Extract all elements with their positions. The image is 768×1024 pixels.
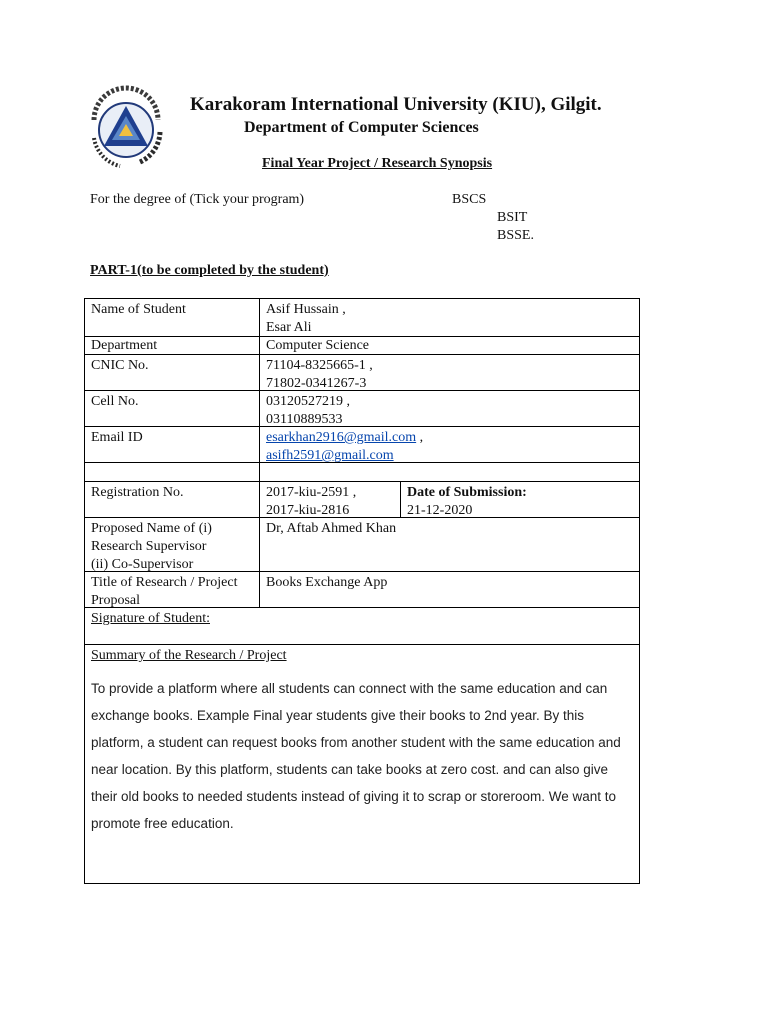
table-row-empty [85, 463, 639, 482]
table-row [85, 355, 639, 391]
table-row [85, 518, 639, 572]
table-row [85, 427, 639, 463]
summary-text: To provide a platform where all students can connect with the same education and can exchange books. Example Final year students give their books to 2nd year. By this platform, a student can request books from another student with the same education and near location. By this platform, students can take books at zero cost. and can also give their old books to needed students instead of giving it to scrap or storeroom. We want to promote free education. [91, 681, 621, 831]
empty-cell [85, 463, 260, 481]
cnic-value-1: 71104-8325665-1 , [266, 358, 373, 373]
name-value-1: Asif Hussain , [266, 302, 346, 317]
department-title: Department of Computer Sciences [244, 119, 479, 136]
program-bscs: BSCS [452, 192, 487, 207]
registration-value-2: 2017-kiu-2816 [266, 503, 350, 518]
table-row [85, 337, 639, 355]
supervisor-label [85, 518, 260, 571]
submission-label: Date of Submission: [407, 485, 527, 500]
table-row [85, 299, 639, 337]
cnic-label: CNIC No. [85, 355, 260, 390]
name-value-2: Esar Ali [266, 320, 312, 335]
registration-value [260, 482, 401, 517]
table-row [85, 572, 639, 608]
kiu-crest-icon [80, 80, 172, 172]
email-separator: , [416, 430, 424, 445]
program-bsse: BSSE. [497, 228, 534, 243]
student-form-table [84, 298, 640, 884]
submission-cell [401, 482, 639, 517]
department-label: Department [85, 337, 260, 354]
email-link-1[interactable]: esarkhan2916@gmail.com [266, 430, 417, 445]
name-label: Name of Student [85, 299, 260, 336]
supervisor-value: Dr, Aftab Ahmed Khan [266, 521, 397, 536]
document-title: Final Year Project / Research Synopsis [262, 156, 493, 171]
cnic-value [260, 355, 639, 390]
supervisor-label-3: (ii) Co-Supervisor [91, 557, 194, 572]
cell-value [260, 391, 639, 426]
cnic-value-2: 71802-0341267-3 [266, 376, 367, 391]
name-value [260, 299, 639, 336]
degree-label: For the degree of (Tick your program) [90, 192, 305, 207]
email-label: Email ID [85, 427, 260, 462]
email-value [260, 427, 639, 462]
title-value: Books Exchange App [266, 575, 388, 590]
email-link-2[interactable]: asifh2591@gmail.com [266, 448, 394, 463]
title-label-2: Proposal [91, 593, 140, 608]
part1-heading: PART-1(to be completed by the student) [90, 263, 329, 278]
program-bsit: BSIT [497, 210, 528, 225]
table-row [85, 482, 639, 518]
cell-value-1: 03120527219 , [266, 394, 350, 409]
cell-label: Cell No. [85, 391, 260, 426]
title-label [85, 572, 260, 607]
signature-label: Signature of Student: [91, 611, 210, 626]
supervisor-label-1: Proposed Name of (i) [91, 521, 212, 536]
supervisor-label-2: Research Supervisor [91, 539, 207, 554]
summary-label: Summary of the Research / Project [91, 648, 287, 663]
title-label-1: Title of Research / Project [91, 575, 238, 590]
submission-value: 21-12-2020 [407, 503, 473, 518]
department-value: Computer Science [266, 338, 370, 353]
cell-value-2: 03110889533 [266, 412, 343, 427]
university-title: Karakoram International University (KIU), Gilgit. [190, 94, 602, 115]
registration-value-1: 2017-kiu-2591 , [266, 485, 357, 500]
summary-section [85, 645, 639, 883]
table-row [85, 391, 639, 427]
table-row [85, 608, 639, 645]
registration-label: Registration No. [85, 482, 260, 517]
empty-cell [260, 463, 639, 481]
